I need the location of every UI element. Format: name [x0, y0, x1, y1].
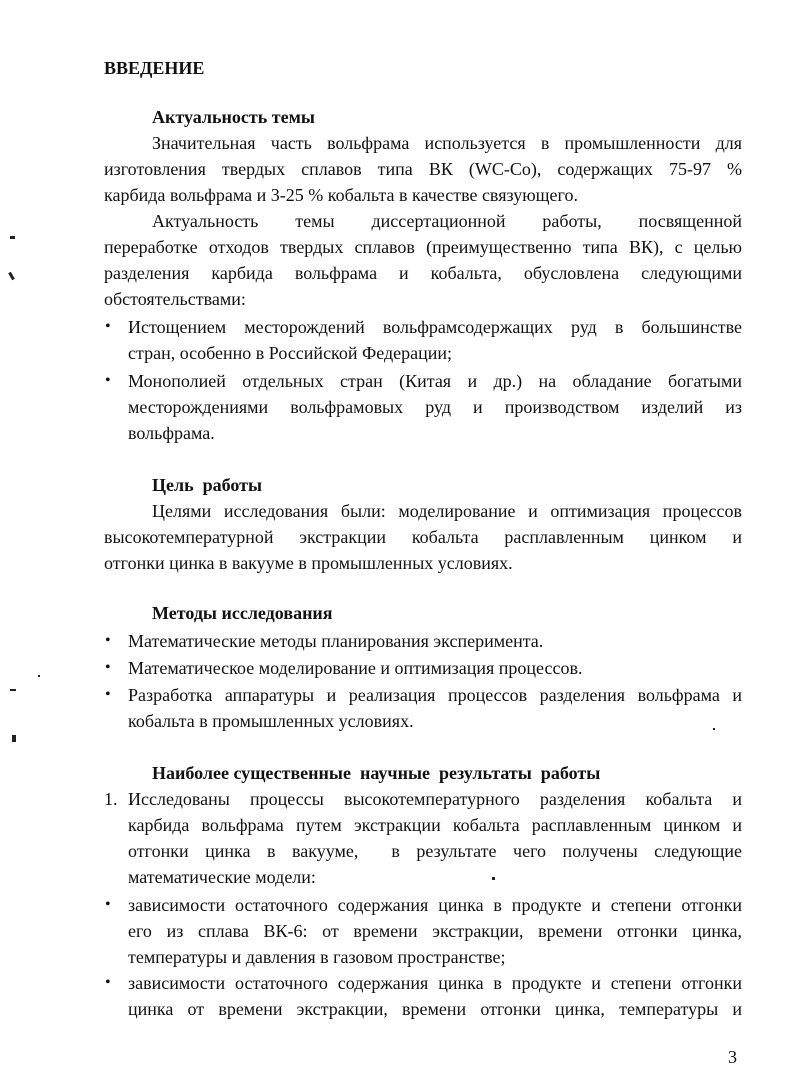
bullet-icon: • — [105, 372, 111, 389]
list-item-line: карбида вольфрама путем экстракции кобальта расплавленным цинком и — [128, 815, 742, 835]
list-item-line: кобальта в промышленных условиях. — [128, 711, 414, 731]
text-line: обстоятельствами: — [104, 289, 246, 309]
text-line: карбида вольфрама и 3-25 % кобальта в качестве связующего. — [104, 185, 578, 205]
list-item-line: отгонки цинка в вакууме, в результате чего получены следующие — [128, 841, 742, 861]
scan-speck — [713, 728, 715, 730]
list-item-line: зависимости остаточного содержания цинка в продукте и степени отгонки — [128, 895, 742, 915]
scan-speck — [8, 272, 15, 280]
list-item-line: месторождениями вольфрамовых руд и производством изделий из — [128, 397, 742, 417]
scan-speck — [38, 675, 40, 677]
text-line: отгонки цинка в вакууме в промышленных условиях. — [104, 553, 513, 573]
document-heading: ВВЕДЕНИЕ — [104, 58, 205, 78]
list-item-line: вольфрама. — [128, 423, 215, 443]
list-item-line: Математическое моделирование и оптимизация процессов. — [128, 658, 583, 678]
list-item-line: Математические методы планирования эксперимента. — [128, 631, 544, 651]
text-line: изготовления твердых сплавов типа ВК (WC-Co), содержащих 75-97 % — [104, 159, 742, 179]
list-item-line: Истощением месторождений вольфрамсодержащих руд в большинстве — [128, 317, 742, 337]
list-item-line: Разработка аппаратуры и реализация процессов разделения вольфрама и — [128, 685, 742, 705]
scan-speck — [10, 689, 16, 691]
text-line: Целями исследования были: моделирование и оптимизация процессов — [152, 501, 742, 521]
text-line: Значительная часть вольфрама используется в промышленности для — [152, 133, 742, 153]
text-line: переработке отходов твердых сплавов (преимущественно типа ВК), с целью — [104, 237, 742, 257]
page-number: 3 — [728, 1047, 737, 1067]
list-item-line: температуры и давления в газовом пространстве; — [128, 947, 506, 967]
scan-speck — [12, 735, 16, 742]
bullet-icon: • — [105, 632, 111, 649]
bullet-icon: • — [105, 974, 111, 991]
list-item-line: цинка от времени экстракции, времени отгонки цинка, температуры и — [128, 999, 742, 1019]
list-item-line: его из сплава ВК-6: от времени экстракции, времени отгонки цинка, — [128, 921, 742, 941]
list-item-line: стран, особенно в Российской Федерации; — [128, 343, 453, 363]
list-item-line: Монополией отдельных стран (Китая и др.) на обладание богатыми — [128, 371, 742, 391]
list-item-line: математические модели: — [128, 867, 316, 887]
bullet-icon: • — [105, 896, 111, 913]
section-title-relevance: Актуальность темы — [152, 107, 315, 127]
bullet-icon: • — [105, 659, 111, 676]
bullet-icon: • — [105, 318, 111, 335]
bullet-icon: • — [105, 686, 111, 703]
scan-speck — [10, 236, 15, 239]
text-line: разделения карбида вольфрама и кобальта, обусловлена следующими — [104, 263, 742, 283]
section-title-results: Наиболее существенные научные результаты работы — [152, 763, 601, 783]
section-title-goal: Цель работы — [152, 475, 263, 495]
list-item-line: Исследованы процессы высокотемпературного разделения кобальта и — [128, 789, 742, 809]
text-line: высокотемпературной экстракции кобальта расплавленным цинком и — [104, 527, 742, 547]
scan-speck — [492, 877, 495, 880]
list-number: 1. — [104, 789, 118, 809]
list-item-line: зависимости остаточного содержания цинка в продукте и степени отгонки — [128, 973, 742, 993]
text-line: Актуальность темы диссертационной работы, посвященной — [152, 211, 742, 231]
section-title-methods: Методы исследования — [152, 603, 333, 623]
